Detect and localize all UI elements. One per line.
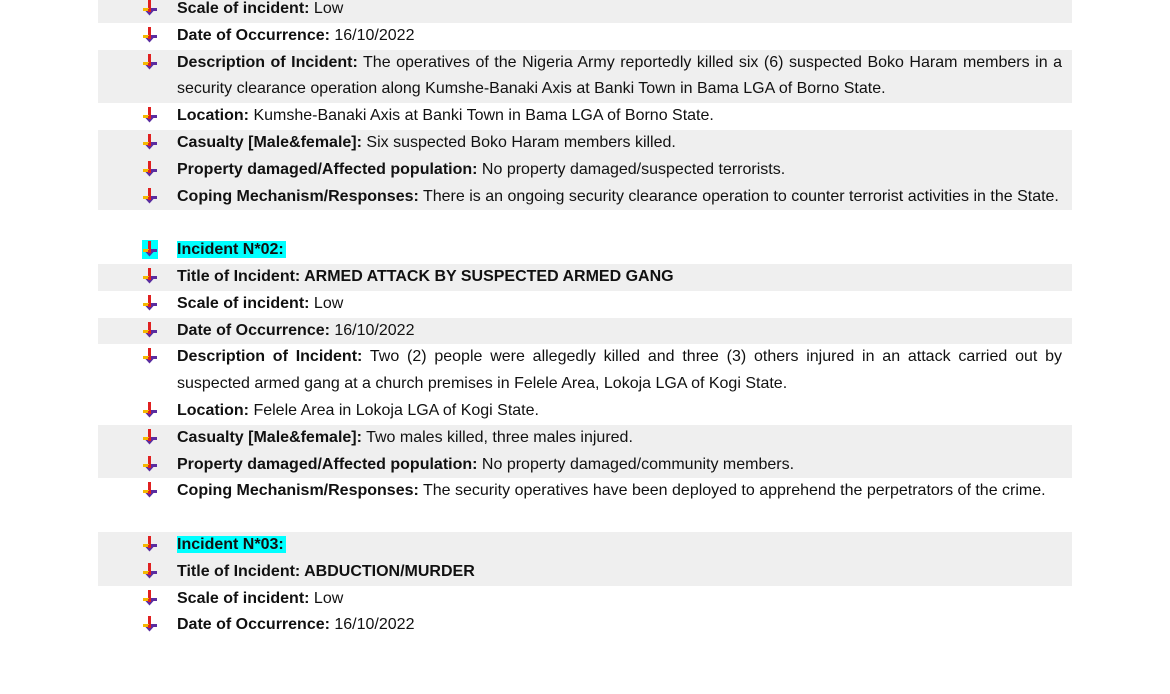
arrow-down-bullet-icon <box>142 563 158 579</box>
field-value: Six suspected Boko Haram members killed. <box>361 133 676 151</box>
list-item <box>98 478 1072 505</box>
list-item <box>98 291 1072 318</box>
incident-heading-row <box>98 532 1072 559</box>
field-label: Property damaged/Affected population: <box>177 455 478 473</box>
field-value: 16/10/2022 <box>329 321 415 339</box>
field-label: Scale of incident: <box>177 589 310 607</box>
arrow-down-bullet-icon <box>142 54 158 70</box>
list-item <box>98 264 1072 291</box>
field-value: Low <box>309 294 344 312</box>
arrow-down-bullet-icon <box>142 429 158 445</box>
field-value: Low <box>309 589 344 607</box>
arrow-down-bullet-icon <box>142 268 158 284</box>
list-item <box>98 103 1072 130</box>
field-value: No property damaged/community members. <box>477 455 795 473</box>
arrow-down-bullet-icon <box>142 107 158 123</box>
list-item <box>98 50 1072 104</box>
field-label: Date of Occurrence: <box>177 616 330 634</box>
arrow-down-bullet-icon <box>142 241 158 257</box>
list-item <box>98 452 1072 479</box>
field-value: Low <box>309 0 344 17</box>
field-label: Description of Incident: <box>177 348 363 366</box>
arrow-down-bullet-icon <box>142 536 158 552</box>
arrow-down-bullet-icon <box>142 616 158 632</box>
field-value: 16/10/2022 <box>329 26 415 44</box>
arrow-down-bullet-icon <box>142 134 158 150</box>
spacer <box>98 505 1072 532</box>
arrow-down-bullet-icon <box>142 348 158 364</box>
field-label: Location: <box>177 107 249 125</box>
list-item <box>98 130 1072 157</box>
list-item <box>98 398 1072 425</box>
arrow-down-bullet-icon <box>142 0 158 16</box>
field-value: Two (2) people were allegedly killed and three (3) others injured in an attack carried out by suspected armed gang at a church premises in Felele Area, Lokoja LGA of Kogi State. <box>177 348 1063 393</box>
list-item <box>98 157 1072 184</box>
list-item <box>98 344 1072 398</box>
arrow-down-bullet-icon <box>142 27 158 43</box>
incident-heading: Incident N*03: <box>177 535 284 553</box>
field-value: Two males killed, three males injured. <box>361 428 633 446</box>
field-label: Coping Mechanism/Responses: <box>177 187 419 205</box>
field-value: The security operatives have been deployed to apprehend the perpetrators of the crime. <box>418 482 1046 500</box>
incident-heading: Incident N*02: <box>177 241 284 259</box>
arrow-down-bullet-icon <box>142 295 158 311</box>
field-label: Scale of incident: <box>177 294 310 312</box>
field-label: Scale of incident: <box>177 0 310 17</box>
spacer <box>98 210 1072 237</box>
field-label: Date of Occurrence: <box>177 321 330 339</box>
field-value: Felele Area in Lokoja LGA of Kogi State. <box>249 401 539 419</box>
arrow-down-bullet-icon <box>142 188 158 204</box>
list-item <box>98 23 1072 50</box>
arrow-down-bullet-icon <box>142 482 158 498</box>
list-item <box>98 612 1072 639</box>
list-item <box>98 0 1072 23</box>
list-item <box>98 184 1072 211</box>
list-item <box>98 586 1072 613</box>
incident-heading-row <box>98 237 1072 264</box>
field-label: Title of Incident: ABDUCTION/MURDER <box>177 562 475 580</box>
list-item <box>98 425 1072 452</box>
field-label: Date of Occurrence: <box>177 26 330 44</box>
field-value: No property damaged/suspected terrorists. <box>477 160 786 178</box>
field-label: Coping Mechanism/Responses: <box>177 482 419 500</box>
field-value: The operatives of the Nigeria Army reportedly killed six (6) suspected Boko Haram members in a security clearance operation along Kumshe-Banaki Axis at Banki Town in Bama LGA of Borno State. <box>177 53 1063 98</box>
field-value: 16/10/2022 <box>329 616 415 634</box>
field-value: Kumshe-Banaki Axis at Banki Town in Bama LGA of Borno State. <box>249 107 714 125</box>
field-label: Casualty [Male&female]: <box>177 133 362 151</box>
field-label: Title of Incident: ARMED ATTACK BY SUSPECTED ARMED GANG <box>177 267 674 285</box>
field-value: There is an ongoing security clearance operation to counter terrorist activities in the State. <box>418 187 1059 205</box>
arrow-down-bullet-icon <box>142 322 158 338</box>
list-item <box>98 559 1072 586</box>
arrow-down-bullet-icon <box>142 402 158 418</box>
arrow-down-bullet-icon <box>142 456 158 472</box>
field-label: Casualty [Male&female]: <box>177 428 362 446</box>
field-label: Location: <box>177 401 249 419</box>
list-item <box>98 318 1072 345</box>
arrow-down-bullet-icon <box>142 161 158 177</box>
arrow-down-bullet-icon <box>142 590 158 606</box>
field-label: Description of Incident: <box>177 53 358 71</box>
field-label: Property damaged/Affected population: <box>177 160 478 178</box>
